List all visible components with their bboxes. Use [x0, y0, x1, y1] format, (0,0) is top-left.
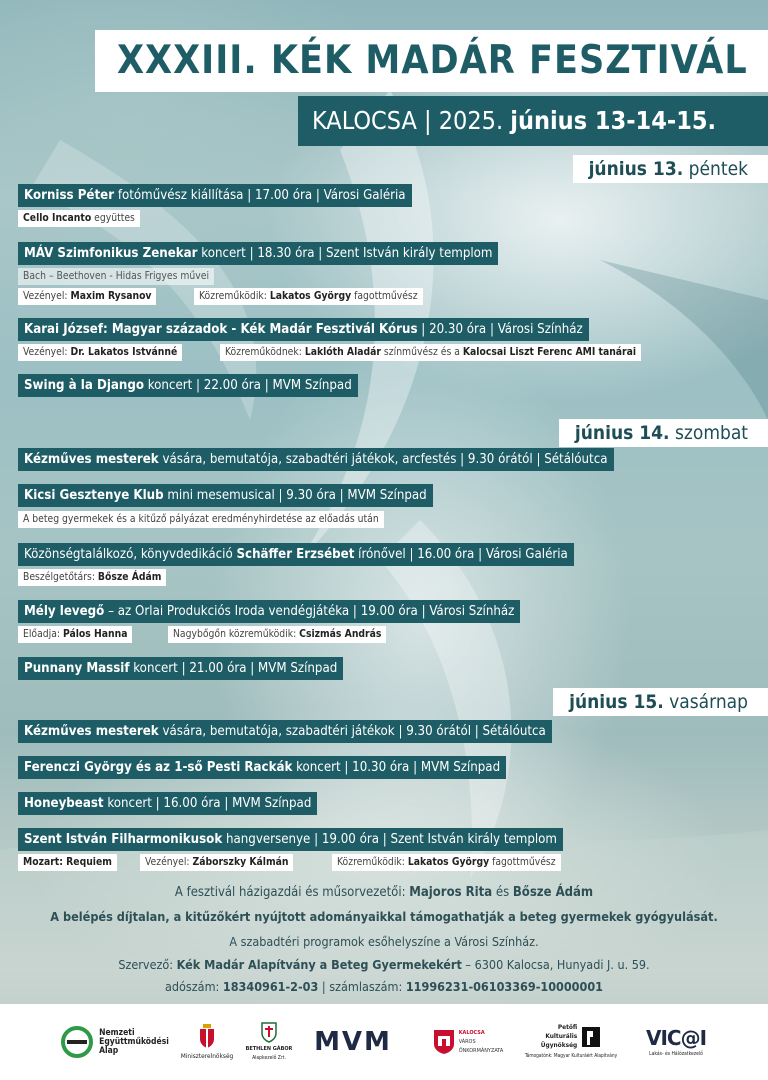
event-title: Swing à la Django: [24, 378, 144, 393]
event-row: [18, 543, 574, 566]
organizer-line: [0, 957, 768, 972]
logo-text: MVM: [314, 1027, 392, 1057]
city-crest-icon: [433, 1029, 455, 1055]
event-title: Szent István Filharmonikusok: [24, 832, 223, 847]
event-note: [220, 344, 641, 361]
event-details: vására, bemutatója, szabadtéri játékok, arcfestés | 9.30 órától | Sétálóutca: [158, 452, 608, 467]
event-note: [18, 210, 140, 227]
event-details: mini mesemusical | 9.30 óra | MVM Színpad: [163, 488, 427, 503]
sponsor-logos: [0, 1004, 768, 1080]
logo-text: Együttműködési: [99, 1036, 169, 1047]
event-title: Kicsi Gesztenye Klub: [24, 488, 164, 503]
event-details: – az Orlai Produkciós Iroda vendégjátéka | 19.00 óra | Városi Színház: [104, 604, 515, 619]
event-details: koncert | 21.00 óra | MVM Színpad: [129, 661, 338, 676]
event-note: [18, 288, 156, 305]
note-bold: Laklóth Aladár: [304, 346, 381, 358]
note-text: Bach – Beethoven - Hidas Frigyes művei: [23, 270, 210, 282]
note-bold: Pálos Hanna: [62, 628, 128, 640]
day-heading-2: [559, 419, 768, 447]
bethlen-logo: [244, 1004, 294, 1080]
logo-text: ÖNKORMÁNYZATA: [458, 1047, 504, 1054]
separator: |: [318, 979, 330, 994]
logo-text: Lakás- és Hálózatkezelő: [649, 1050, 703, 1057]
event-details: koncert | 18.30 óra | Szent István király templom: [197, 246, 493, 261]
event-details: Közönségtalálkozó, könyvdedikáció: [24, 547, 237, 562]
logo-text: VIC@I: [645, 1025, 707, 1050]
event-row: [18, 756, 506, 779]
event-note: [332, 854, 561, 871]
event-title: MÁV Szimfonikus Zenekar: [24, 246, 198, 261]
event-title: Kézműves mesterek: [24, 724, 159, 739]
vicai-logo: [636, 1004, 716, 1080]
event-row: [18, 242, 498, 265]
event-title: Kézműves mesterek: [24, 452, 159, 467]
logo-text: KALOCSA: [458, 1029, 485, 1036]
note-text: Közreműködik:: [199, 290, 270, 302]
event-row: [18, 828, 563, 851]
event-title: Korniss Péter: [24, 188, 115, 203]
note-bold: Mozart: Requiem: [23, 856, 112, 868]
logo-text: Nemzeti: [99, 1027, 135, 1038]
pku-mark-icon: [581, 1026, 601, 1048]
event-details: vására, bemutatója, szabadtéri játékok | 9.30 órától | Sétálóutca: [158, 724, 546, 739]
hosts-and: és: [492, 885, 513, 900]
event-note: [18, 626, 132, 643]
event-row: [18, 600, 520, 623]
note-bold: Lakatos György: [407, 856, 490, 868]
day-weekday: péntek: [688, 158, 748, 180]
pku-logo: [512, 1004, 630, 1080]
event-details: fotóművész kiállítása | 17.00 óra | Városi Galéria: [114, 188, 406, 203]
neta-logo: [60, 1004, 170, 1080]
note-text: Közreműködik:: [337, 856, 408, 868]
account-label: számlaszám:: [329, 979, 406, 994]
event-details: hangversenye | 19.00 óra | Szent István király templom: [222, 832, 557, 847]
account-number: 11996231-06103369-10000001: [405, 979, 603, 994]
day-weekday: szombat: [674, 422, 748, 444]
day-date: június 14.: [574, 422, 670, 444]
note-text: Vezényel:: [23, 346, 71, 358]
logo-text: Petőfi: [557, 1023, 578, 1031]
event-note: [140, 854, 293, 871]
note-text: Nagybőgőn közreműködik:: [173, 628, 300, 640]
event-title: Punnany Massif: [24, 661, 130, 676]
event-row: [18, 374, 358, 397]
logo-text: Miniszterelnökség: [180, 1052, 234, 1060]
note-bold: Záborszky Kálmán: [192, 856, 289, 868]
event-row: [18, 484, 433, 507]
tax-label: adószám:: [165, 979, 223, 994]
logo-text: VÁROS: [458, 1038, 476, 1045]
note-bold: Cello Incanto: [23, 212, 92, 224]
location-dates: [298, 96, 768, 146]
place-year: KALOCSA | 2025.: [312, 106, 504, 135]
event-note: [168, 626, 386, 643]
note-bold: Maxim Rysanov: [70, 290, 152, 302]
logo-text: Alapkezelő Zrt.: [252, 1055, 286, 1061]
organizer-address: – 6300 Kalocsa, Hunyadi J. u. 59.: [461, 957, 650, 972]
host-name: Bősze Ádám: [512, 885, 594, 900]
logo-text: BETHLEN GÁBOR: [245, 1046, 293, 1052]
event-details: koncert | 10.30 óra | MVM Színpad: [292, 760, 501, 775]
event-note: [18, 268, 214, 285]
event-note: [18, 344, 182, 361]
event-row: [18, 318, 589, 341]
logo-text: Ügynökség: [540, 1041, 578, 1049]
event-row: [18, 184, 412, 207]
kalocsa-logo: [422, 1004, 514, 1080]
organizer-name: Kék Madár Alapítvány a Beteg Gyermekekért: [176, 957, 462, 972]
note-text: Beszélgetőtárs:: [23, 571, 98, 583]
note-text: Vezényel:: [145, 856, 193, 868]
hosts-label: A fesztivál házigazdái és műsorvezetői:: [174, 885, 410, 900]
event-title: Karai József: Magyar századok - Kék Madár Fesztivál Kórus: [24, 322, 418, 337]
event-details: koncert | 16.00 óra | MVM Színpad: [103, 796, 312, 811]
note-bold: Kalocsai Liszt Ferenc AMI tanárai: [462, 346, 637, 358]
note-bold: Lakatos György: [269, 290, 352, 302]
event-details: koncert | 22.00 óra | MVM Színpad: [143, 378, 352, 393]
event-note: [18, 511, 384, 528]
logo-text: Kulturális: [545, 1032, 578, 1040]
bank-line: [0, 979, 768, 994]
entry-line: A belépés díjtalan, a kitűzőkért nyújtott adományaikkal támogathatják a beteg gyermekek gyógyulását.: [50, 909, 718, 924]
note-bold: Dr. Lakatos Istvánné: [70, 346, 178, 358]
day-date: június 15.: [569, 691, 664, 713]
note-text: fagottművész: [489, 856, 556, 868]
event-title: Schäffer Erzsébet: [236, 547, 355, 562]
coat-of-arms-icon: [198, 1023, 216, 1049]
note-text: Közreműködnek:: [225, 346, 305, 358]
note-text: együttes: [91, 212, 135, 224]
note-text: színművész és a: [380, 346, 463, 358]
rain-location-line: A szabadtéri programok esőhelyszíne a Városi Színház.: [229, 934, 539, 949]
event-details: | 20.30 óra | Városi Színház: [417, 322, 583, 337]
shield-icon: [260, 1021, 278, 1043]
event-row: [18, 448, 614, 471]
logo-text: Támogatónk: Magyar Kulturáért Alapítvány: [524, 1054, 618, 1059]
note-text: Előadja:: [23, 628, 63, 640]
event-row: [18, 792, 317, 815]
festival-dates: június 13-14-15.: [510, 106, 717, 135]
event-title: Ferenczi György és az 1-ső Pesti Rackák: [24, 760, 293, 775]
day-heading-1: [573, 155, 768, 183]
note-bold: Csizmás András: [299, 628, 382, 640]
ministry-logo: [172, 1004, 242, 1080]
hosts-line: [0, 885, 768, 900]
event-row: [18, 657, 343, 680]
organizer-label: Szervező:: [118, 957, 177, 972]
event-row: [18, 720, 552, 743]
mvm-logo: [305, 1004, 401, 1080]
event-details: írónővel | 16.00 óra | Városi Galéria: [354, 547, 568, 562]
day-weekday: vasárnap: [669, 691, 748, 713]
note-bold: Bősze Ádám: [97, 571, 162, 583]
neta-icon: [61, 1026, 93, 1058]
day-heading-3: [553, 688, 768, 716]
event-title: Mély levegő: [24, 604, 105, 619]
festival-title: XXXIII. KÉK MADÁR FESZTIVÁL: [95, 30, 768, 92]
note-text: Vezényel:: [23, 290, 71, 302]
day-date: június 13.: [588, 158, 684, 180]
event-title: Honeybeast: [24, 796, 104, 811]
tax-number: 18340961-2-03: [222, 979, 319, 994]
event-note: [18, 569, 166, 586]
event-note: [194, 288, 423, 305]
note-text: A beteg gyermekek és a kitűző pályázat eredményhirdetése az előadás után: [23, 513, 379, 525]
logo-text: Alap: [99, 1045, 119, 1056]
event-note: [18, 854, 117, 871]
note-text: fagottművész: [351, 290, 418, 302]
host-name: Majoros Rita: [409, 885, 493, 900]
